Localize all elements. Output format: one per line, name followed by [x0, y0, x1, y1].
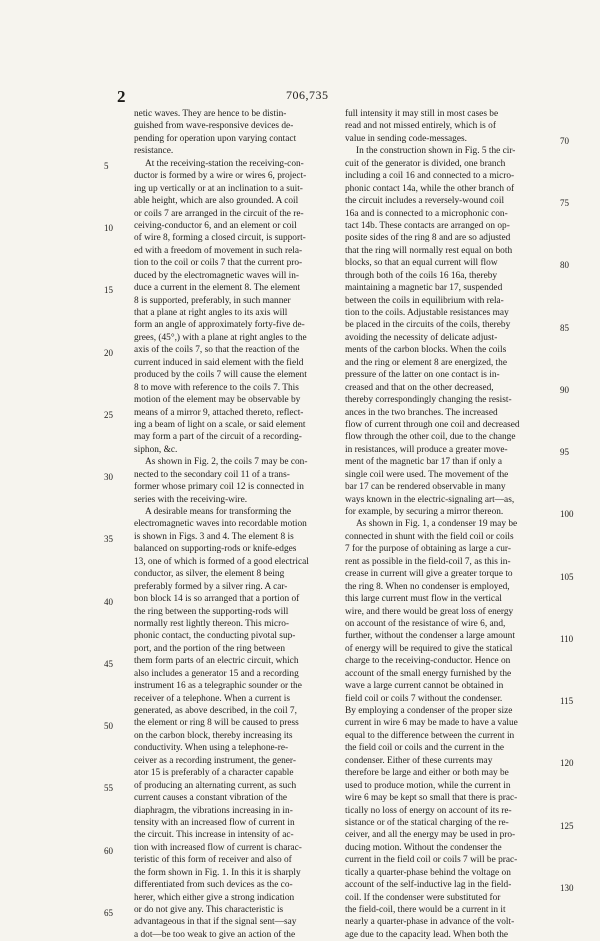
- text-line: phonic contact 14a, while the other branch of: [345, 183, 515, 194]
- text-line: rent as possible in the field-coil 7, as this in-: [345, 556, 511, 567]
- text-line: or coils 7 are arranged in the circuit of the re-: [134, 208, 304, 219]
- text-line: the circuit includes a reversely-wound coil: [345, 196, 505, 207]
- text-line: age due to the capacity lead. When both the: [345, 929, 509, 940]
- line-number-marker: 45: [104, 658, 113, 669]
- text-line: the form shown in Fig. 1. In this it is sharply: [134, 867, 301, 878]
- line-number-marker: 95: [560, 447, 569, 458]
- text-line: charge to the receiving-conductor. Hence on: [345, 656, 511, 667]
- page-number: 2: [117, 87, 126, 106]
- line-number-marker: 15: [104, 285, 113, 296]
- text-line: As shown in Fig. 2, the coils 7 may be con-: [145, 457, 308, 468]
- line-number-marker: 70: [560, 135, 569, 146]
- line-number-marker: 50: [104, 721, 113, 732]
- text-line: guished from wave-responsive devices de-: [134, 121, 294, 132]
- text-line: is shown in Figs. 3 and 4. The element 8 is: [134, 531, 294, 542]
- text-line: may form a part of the circuit of a recording-: [134, 432, 302, 443]
- text-line: further, without the condenser a large amount: [345, 631, 515, 642]
- line-number-marker: 80: [560, 260, 569, 271]
- text-line: At the receiving-station the receiving-con-: [145, 158, 304, 169]
- text-line: receiver of a telephone. When a current is: [134, 693, 290, 704]
- text-line: thereby correspondingly changing the resist-: [345, 395, 512, 406]
- text-line: tically no loss of energy on account of its re-: [345, 805, 512, 816]
- text-line: advantageous in that if the signal sent—say: [134, 917, 297, 928]
- text-line: conductor, as silver, the element 8 being: [134, 569, 285, 580]
- text-line: creased and that on the other decreased,: [345, 382, 494, 393]
- text-line: 16a and is connected to a microphonic con-: [345, 208, 508, 219]
- line-number-marker: 5: [104, 160, 109, 171]
- text-line: posite sides of the ring 8 and are so adjusted: [345, 233, 511, 244]
- text-line: differentiated from such devices as the co-: [134, 880, 293, 891]
- patent-number: 706,735: [286, 88, 329, 102]
- text-line: ceiver, and all the energy may be used in pro-: [345, 830, 516, 841]
- text-line: current induced in said element with the field: [134, 357, 304, 368]
- text-line: herer, which either give a strong indication: [134, 892, 295, 903]
- text-line: resistance.: [134, 146, 174, 157]
- line-number-marker: 115: [560, 696, 574, 707]
- text-line: pressure of the latter on one contact is in-: [345, 370, 500, 381]
- text-line: ing a beam of light on a scale, or said element: [134, 419, 306, 430]
- text-line: condenser. Either of these currents may: [345, 755, 493, 766]
- text-line: 7 for the purpose of obtaining as large a cur-: [345, 544, 511, 555]
- line-number-marker: 60: [104, 845, 113, 856]
- text-line: the circuit. This increase in intensity of ac-: [134, 830, 294, 841]
- text-line: wave a large current cannot be obtained in: [345, 681, 504, 692]
- left-column: [134, 108, 334, 941]
- text-line: tion to the coil or coils 7 that the current pro-: [134, 258, 303, 269]
- text-line: duced by the electromagnetic waves will in-: [134, 270, 300, 281]
- text-line: maintaining a magnetic bar 17, suspended: [345, 283, 503, 294]
- text-line: therefore be large and either or both may be: [345, 768, 509, 779]
- text-line: cuit of the generator is divided, one branch: [345, 158, 506, 169]
- text-line: As shown in Fig. 1, a condenser 19 may be: [356, 519, 518, 530]
- text-line: motion of the element may be observable by: [134, 395, 301, 406]
- text-line: the ring 8. When no condenser is employed,: [345, 581, 510, 592]
- text-line: connected in shunt with the field coil or coils: [345, 531, 514, 542]
- text-line: electromagnetic waves into recordable motion: [134, 519, 307, 530]
- text-line: ducing motion. Without the condenser the: [345, 842, 502, 853]
- line-number-marker: 130: [560, 882, 574, 893]
- text-line: crease in current will give a greater torque to: [345, 569, 513, 580]
- text-line: ment of the magnetic bar 17 than if only a: [345, 457, 502, 468]
- text-line: single coil were used. The movement of the: [345, 469, 509, 480]
- line-number-marker: 105: [560, 571, 574, 582]
- text-line: 13, one of which is formed of a good electrical: [134, 556, 309, 567]
- text-line: equal to the difference between the current in: [345, 730, 515, 741]
- text-line: the field-coil, there would be a current in it: [345, 905, 506, 915]
- text-line: wire 6 may be kept so small that there is prac-: [345, 793, 518, 804]
- text-line: former whose primary coil 12 is connected in: [134, 482, 304, 493]
- text-line: coil. If the condenser were substituted for: [345, 892, 501, 903]
- text-line: the element or ring 8 will be caused to press: [134, 718, 299, 729]
- text-line: nected to the secondary coil 11 of a trans-: [134, 469, 290, 480]
- text-line: value in sending code-messages.: [345, 133, 467, 144]
- text-line: diaphragm, the vibrations increasing in in-: [134, 805, 293, 816]
- text-line: that a plane at right angles to its axis will: [134, 308, 288, 318]
- text-line: this large current must flow in the vertical: [345, 594, 502, 605]
- text-line: form an angle of approximately forty-five de-: [134, 320, 305, 331]
- text-line: in resistances, will produce a greater move-: [345, 444, 508, 455]
- text-line: nearly a quarter-phase in advance of the volt-: [345, 917, 515, 928]
- line-number-marker: 125: [560, 820, 574, 831]
- text-line: a dot—be too weak to give an action of the: [134, 929, 296, 940]
- text-line: ments of the carbon blocks. When the coils: [345, 345, 507, 356]
- text-line: current in the field coil or coils 7 will be prac-: [345, 855, 518, 866]
- text-line: read and not missed entirely, which is of: [345, 121, 496, 132]
- line-number-marker: 65: [104, 907, 113, 918]
- text-line: 8 to move with reference to the coils 7. This: [134, 382, 299, 393]
- text-line: full intensity it may still in most cases be: [345, 109, 499, 119]
- text-line: between the coils in equilibrium with rela-: [345, 295, 504, 306]
- line-number-marker: 120: [560, 758, 574, 769]
- text-line: of producing an alternating current, as such: [134, 780, 297, 791]
- text-line: ductor is formed by a wire or wires 6, project-: [134, 171, 307, 182]
- line-number-marker: 90: [560, 384, 569, 395]
- line-number-marker: 30: [104, 472, 113, 483]
- line-number-marker: 55: [104, 783, 113, 794]
- text-line: ator 15 is preferably of a character capable: [134, 768, 294, 779]
- text-line: tion to the coils. Adjustable resistances may: [345, 308, 509, 318]
- text-line: series with the receiving-wire.: [134, 494, 248, 505]
- line-number-marker: 20: [104, 347, 113, 358]
- line-number-marker: 85: [560, 322, 569, 333]
- text-line: preferably formed by a silver ring. A car-: [134, 581, 288, 592]
- text-line: current in wire 6 may be made to have a value: [345, 718, 518, 729]
- text-line: bar 17 can be rendered observable in many: [345, 482, 506, 493]
- text-line: netic waves. They are hence to be distin-: [134, 109, 287, 119]
- line-number-marker: 40: [104, 596, 113, 607]
- line-number-marker: 100: [560, 509, 574, 520]
- text-line: ceiving-conductor 6, and an element or coil: [134, 220, 297, 231]
- text-line: ways known in the electric-signaling art—as,: [345, 494, 515, 505]
- text-line: port, and the portion of the ring between: [134, 643, 286, 654]
- text-line: able height, which are also grounded. A coil: [134, 196, 299, 207]
- text-line: In the construction shown in Fig. 5 the cir-: [356, 146, 516, 157]
- text-line: tact 14b. These contacts are arranged on op-: [345, 220, 510, 231]
- text-line: on the carbon block, thereby increasing its: [134, 730, 293, 741]
- text-line: By employing a condenser of the proper size: [345, 706, 513, 716]
- text-line: of energy will be required to give the statical: [345, 643, 513, 654]
- text-line: on account of the resistance of wire 6, and,: [345, 618, 506, 629]
- text-line: conductivity. When using a telephone-re-: [134, 743, 289, 754]
- text-line: grees, (45°,) with a plane at right angles to the: [134, 332, 307, 343]
- text-line: produced by the coils 7 will cause the element: [134, 370, 307, 381]
- right-column: [345, 108, 550, 941]
- text-line: sistance or of the statical charging of the re-: [345, 817, 509, 828]
- text-line: the field coil or coils and the current in the: [345, 743, 505, 754]
- text-line: used to produce motion, while the current in: [345, 780, 511, 791]
- text-line: 8 is supported, preferably, in such manner: [134, 295, 291, 306]
- text-line: axis of the coils 7, so that the reaction of the: [134, 345, 300, 356]
- text-line: flow of current through one coil and decreased: [345, 419, 520, 430]
- text-line: ances in the two branches. The increased: [345, 407, 498, 418]
- line-number-marker: 110: [560, 633, 574, 644]
- text-line: avoiding the necessity of delicate adjust-: [345, 332, 498, 343]
- text-line: be placed in the circuits of the coils, thereby: [345, 320, 511, 331]
- text-line: phonic contact, the conducting pivotal sup-: [134, 631, 296, 642]
- text-line: duce a current in the element 8. The element: [134, 283, 301, 294]
- text-line: them form parts of an electric circuit, which: [134, 656, 299, 667]
- text-line: pending for operation upon varying contact: [134, 133, 297, 144]
- line-number-marker: 25: [104, 409, 113, 420]
- text-line: and the ring or element 8 are energized, the: [345, 357, 507, 368]
- line-number-marker: 75: [560, 198, 569, 209]
- text-line: or do not give any. This characteristic is: [134, 905, 284, 915]
- text-line: field coil or coils 7 without the condenser.: [345, 693, 503, 704]
- text-line: tion with increased flow of current is charac-: [134, 842, 302, 853]
- text-line: siphon, &c.: [134, 444, 178, 455]
- text-line: wire, and there would be great loss of energy: [345, 606, 514, 617]
- text-line: that the ring will normally rest equal on both: [345, 245, 513, 256]
- text-line: balanced on supporting-rods or knife-edges: [134, 544, 297, 555]
- text-line: for example, by securing a mirror thereon.: [345, 507, 504, 517]
- text-line: generated, as above described, in the coil 7,: [134, 706, 297, 716]
- text-line: bon block 14 is so arranged that a portion of: [134, 594, 300, 605]
- text-line: account of the self-inductive lag in the field-: [345, 880, 512, 891]
- line-number-marker: 35: [104, 534, 113, 545]
- text-line: tensity with an increased flow of current in: [134, 817, 295, 828]
- text-line: through both of the coils 16 16a, thereby: [345, 270, 498, 281]
- text-line: means of a mirror 9, attached thereto, reflect-: [134, 407, 304, 418]
- text-line: the ring between the supporting-rods will: [134, 606, 289, 617]
- line-number-marker: 10: [104, 223, 113, 234]
- text-line: normally rest lightly thereon. This micro-: [134, 618, 290, 629]
- text-line: ing up vertically or at an inclination to a suit-: [134, 183, 303, 194]
- text-line: A desirable means for transforming the: [145, 507, 292, 517]
- text-line: also includes a generator 15 and a recording: [134, 668, 299, 679]
- text-line: ed with a freedom of movement in such rela-: [134, 245, 303, 256]
- text-line: blocks, so that an equal current will flow: [345, 258, 498, 269]
- text-line: tically a quarter-phase behind the voltage on: [345, 867, 511, 878]
- text-line: flow through the other coil, due to the change: [345, 432, 516, 443]
- text-line: account of the small energy furnished by the: [345, 668, 512, 679]
- text-line: of wire 8, forming a closed circuit, is support-: [134, 233, 306, 244]
- text-line: current causes a constant vibration of the: [134, 793, 288, 804]
- text-line: including a coil 16 and connected to a micro-: [345, 171, 515, 182]
- text-line: ceiver as a recording instrument, the gener-: [134, 755, 296, 766]
- text-line: teristic of this form of receiver and also of: [134, 855, 292, 866]
- text-line: instrument 16 as a telegraphic sounder or the: [134, 681, 302, 692]
